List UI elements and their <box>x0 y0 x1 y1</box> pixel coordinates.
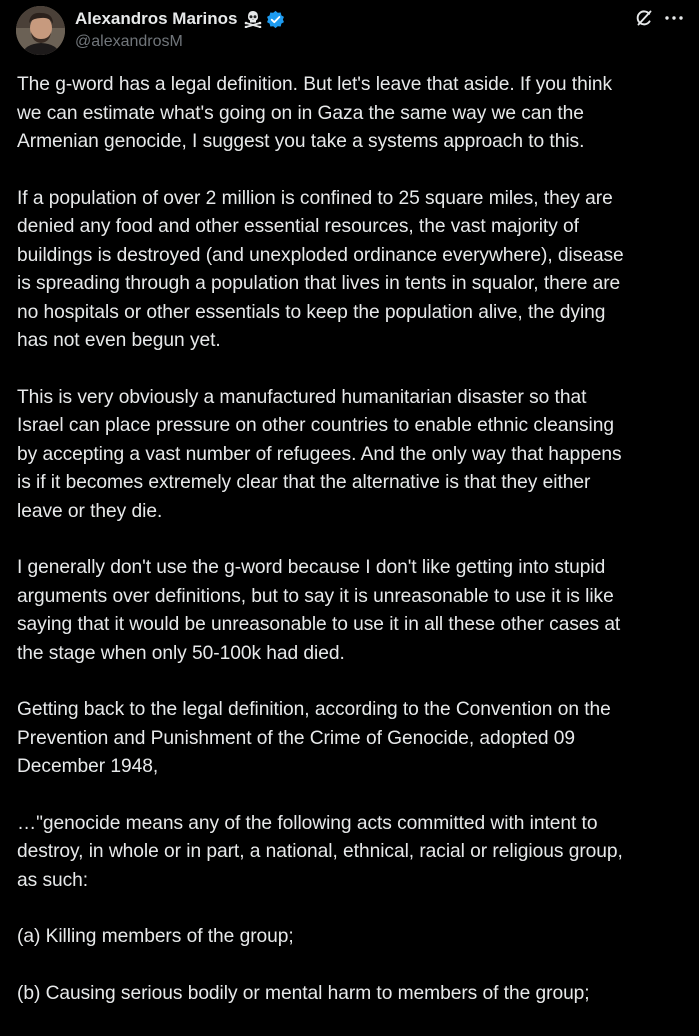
author-handle[interactable]: @alexandrosM <box>75 33 183 50</box>
post-text <box>17 71 691 1036</box>
author-name-row <box>75 8 285 30</box>
post-header <box>0 0 699 70</box>
more-options-icon[interactable] <box>663 8 685 28</box>
post-paragraph: …"genocide means any of the following acts committed with intent to destroy, in whole or in part, a national, ethnical, racial or religious group, as such: <box>17 812 623 891</box>
post-paragraph: (a) Killing members of the group; <box>17 926 294 947</box>
verified-badge-icon[interactable] <box>266 10 285 29</box>
post-paragraph: I generally don't use the g-word because I don't like getting into stupid arguments over definitions, but to say it is unreasonable to use it is like saying that it would be unreasonable to use it in all these other cases at the stage when only 50-100k had died. <box>17 557 621 664</box>
post-paragraph: The g-word has a legal definition. But let's leave that aside. If you think we can estimate what's going on in Gaza the same way we can the Armenian genocide, I suggest you take a systems approach to this. <box>17 74 613 152</box>
post-paragraph: (b) Causing serious bodily or mental harm to members of the group; <box>17 982 590 1004</box>
author-display-name[interactable]: Alexandros Marinos <box>75 9 238 28</box>
avatar[interactable] <box>16 6 65 55</box>
post-paragraph: Getting back to the legal definition, according to the Convention on the Prevention and Punishment of the Crime of Genocide, adopted 09 December 1948, <box>17 699 611 777</box>
skull-and-crossbones-emoji <box>244 10 262 28</box>
grok-icon[interactable] <box>634 8 654 28</box>
post-paragraph: If a population of over 2 million is confined to 25 square miles, they are denied any food and other essential resources, the vast majority of buildings is destroyed (and unexploded ordinance everywhere), disease is spreading through a population that lives in tents in squalor, there are no hospitals or other essentials to keep the population alive, the dying has not even begun yet. <box>17 187 624 351</box>
post-paragraph: This is very obviously a manufactured humanitarian disaster so that Israel can place pressure on other countries to enable ethnic cleansing by accepting a vast number of refugees. And the only way that happens is if it becomes extremely clear that the alternative is that they either leave or they die. <box>17 386 622 522</box>
